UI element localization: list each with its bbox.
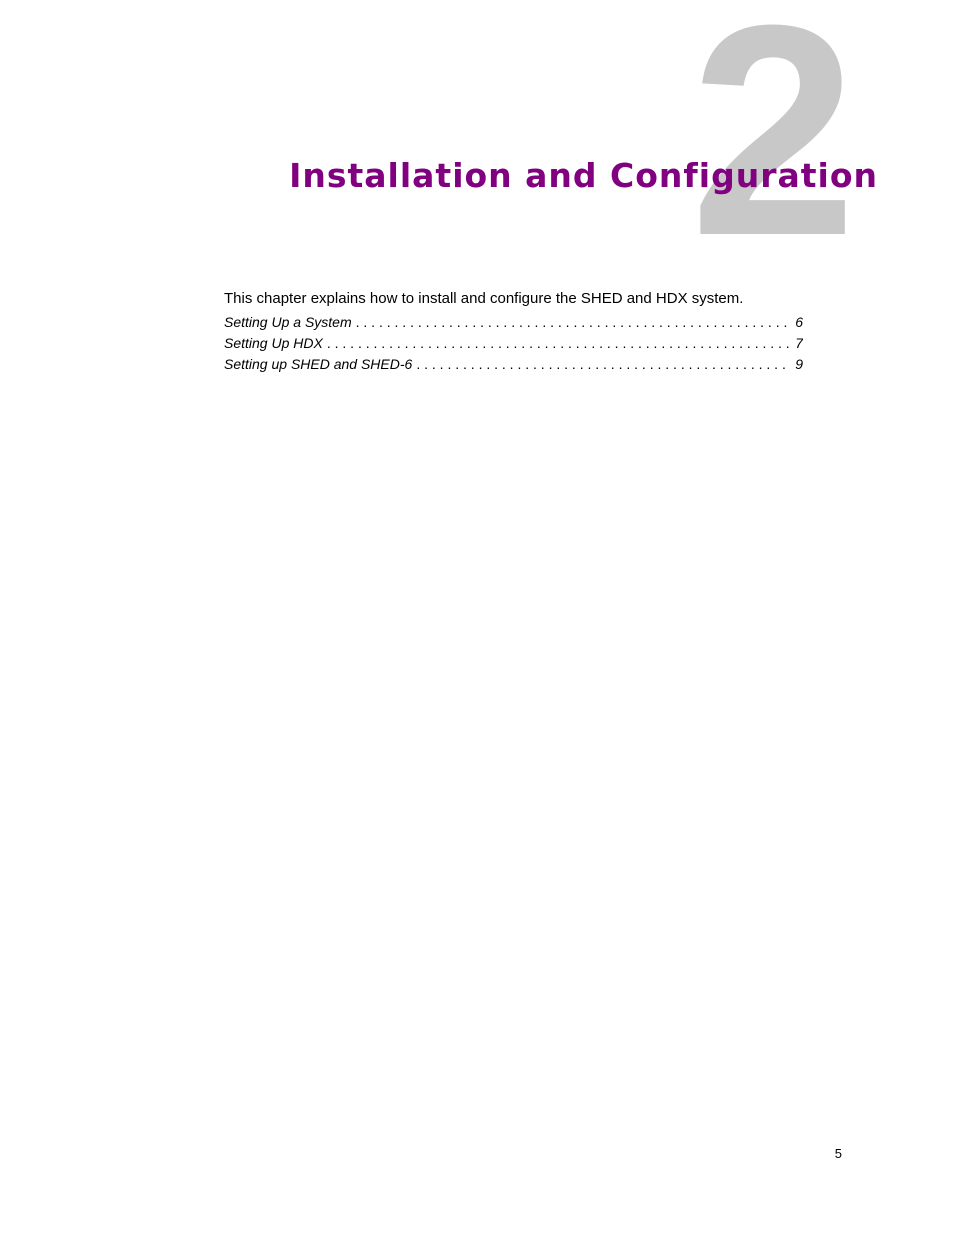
chapter-title: Installation and Configuration: [289, 156, 878, 195]
toc-dot-leader: [356, 314, 792, 330]
toc-entry-label: Setting up SHED and SHED-6: [224, 356, 413, 372]
toc-entry-label: Setting Up a System: [224, 314, 352, 330]
toc-entry-setting-up-hdx[interactable]: [224, 335, 803, 356]
toc-entry-setting-up-a-system[interactable]: [224, 314, 803, 335]
table-of-contents: [224, 314, 803, 377]
chapter-number: 2: [690, 0, 853, 298]
toc-entry-page: 9: [795, 356, 803, 372]
toc-dot-leader: [327, 335, 791, 351]
toc-entry-page: 6: [795, 314, 803, 330]
toc-entry-label: Setting Up HDX: [224, 335, 323, 351]
chapter-intro: This chapter explains how to install and configure the SHED and HDX system.: [224, 290, 744, 307]
toc-entry-page: 7: [795, 335, 803, 351]
toc-entry-setting-up-shed[interactable]: [224, 356, 803, 377]
page-number: 5: [834, 1146, 842, 1161]
toc-dot-leader: [416, 356, 791, 372]
